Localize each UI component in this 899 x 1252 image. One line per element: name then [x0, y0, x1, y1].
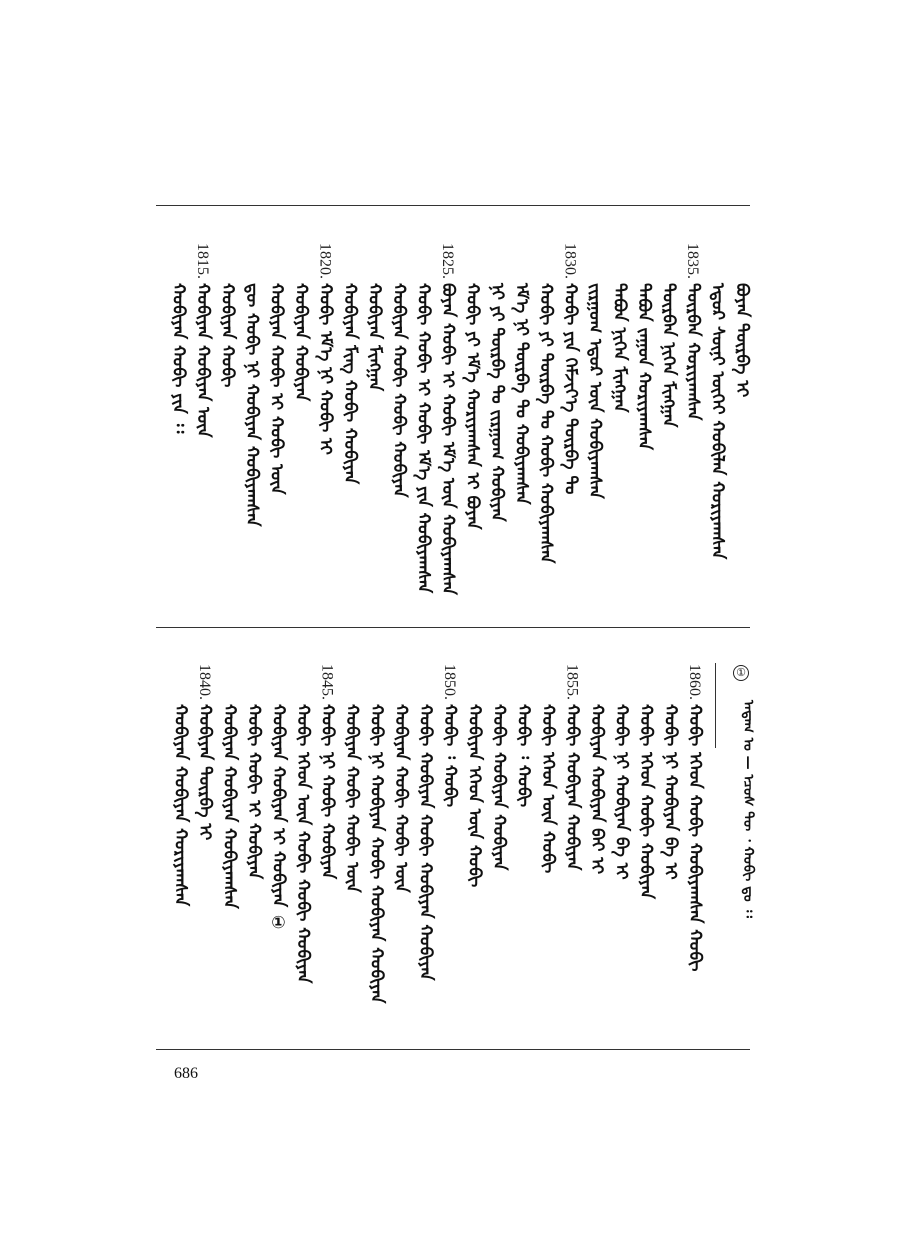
line-number: 1820.	[316, 243, 334, 279]
top-rule	[156, 205, 750, 206]
verse-line: ᠬᠤᠪᠢᠶᠠᠨ ᠮᠢᠩᠭᠠᠨ	[364, 283, 385, 392]
verse-line: ᠬᠤᠪᠢ ᠄ ᠬᠤᠪᠢ	[440, 704, 460, 808]
verse-line: ᠬᠤᠪᠢᠶᠠᠨ ᠬᠤᠪᠢ ᠶᠢᠨ ᠄᠄	[168, 283, 189, 434]
line-number: 1835.	[684, 243, 701, 279]
verse-line: ᠬᠤᠪᠢᠶᠠᠨ ᠬᠤᠪᠢ	[217, 283, 238, 388]
verse-line: ᠬᠤᠪᠢ ᠨᠢ ᠬᠤᠪᠢ ᠬᠤᠪᠢᠶᠠᠨ	[317, 704, 338, 880]
line-number: 1860.	[686, 664, 703, 700]
footnote-text: ᠠᠳᠠᠭ ᠤ — ᠡᠴᠦᠰ ᠲᠦ ᠂ ᠬᠤᠪᠢ ᠳᠤ ᠄᠄	[740, 700, 756, 918]
verse-line: ᠬᠤᠪᠢ ᠄ ᠬᠤᠪᠢ	[513, 704, 534, 808]
line-number: 1830.	[561, 243, 579, 279]
verse-line: ᠬᠤᠪᠢ ᠨᠢ ᠬᠤᠪᠢᠶᠠᠨ ᠪᠠ ᠢ	[660, 704, 681, 880]
verse-line: ᠬᠤᠪᠢ ᠶᠢ ᠳᠦᠷᠪᠡ ᠲᠤ ᠬᠤᠪᠢ ᠬᠤᠪᠢᠶᠠᠭᠰᠠᠨ	[536, 283, 556, 564]
verse-line: ᠬᠤᠪᠢᠶᠠᠨ ᠬᠤᠪᠢᠶᠠᠨ ᠢ ᠬᠤᠪᠢᠶᠠᠨ ①	[268, 704, 289, 934]
verse-line: ᠪᠤᠶᠠᠨ ᠳᠦᠷᠪᠡ ᠢ	[732, 283, 752, 398]
bottom-rule	[156, 1049, 750, 1050]
footnote-rule	[715, 663, 716, 748]
verse-line: ᠬᠤᠪᠢ ᠨᠢ ᠬᠤᠪᠢᠶᠠᠨ ᠬᠤᠪᠢ ᠬᠤᠪᠢᠶᠠᠨ ᠬᠤᠪᠢᠶᠠᠨ	[366, 704, 387, 1004]
verse-line: ᠬᠤᠪᠢ ᠶᠢᠨ ᠬᠡᠮᠵᠢᠶ᠎ᠡ ᠳᠦᠷᠪᠡ ᠲᠤ	[560, 283, 581, 495]
line-number: 1850.	[441, 664, 458, 700]
middle-rule	[156, 627, 750, 628]
verse-line: ᠬᠤᠪᠢᠶᠠᠨ ᠬᠤᠪᠢᠶᠠᠨ ᠦᠨ	[193, 283, 213, 438]
verse-line: ᠬᠤᠪᠢ ᠡᠭᠡᠳ ᠦᠨ ᠬᠤᠪᠢ	[538, 704, 558, 874]
verse-line: ᠳᠦᠷᠪᠡᠨ ᠬᠤᠷᠢᠶᠠᠭᠰᠠᠨ	[683, 283, 703, 421]
verse-line: ᠳᠦ ᠬᠤᠪᠢ ᠨᠢ ᠬᠤᠪᠢᠶᠠᠨ ᠬᠤᠪᠢᠶᠠᠭᠰᠠᠨ	[242, 283, 262, 527]
verse-line: ᠲᠠᠪᠤᠨ ᠵᠠᠭᠤᠨ ᠬᠤᠷᠢᠶᠠᠭᠰᠠᠨ	[634, 283, 654, 451]
verse-line: ᠬᠤᠪᠢ ᠬᠤᠪᠢ ᠢ ᠬᠤᠪᠢ ᠡᠮ᠎ᠡ ᠶᠢᠨ ᠬᠤᠪᠢᠶᠠᠭᠰᠠᠨ	[413, 283, 434, 594]
verse-line: ᠨᠢ ᠶᠢ ᠳᠦᠷᠪᠡ ᠲᠤ ᠵᠢᠷᠭᠤᠭ ᠬᠤᠪᠢᠶᠠᠨ	[487, 283, 507, 522]
line-number: 1840.	[196, 664, 213, 700]
verse-line: ᠬᠤᠪᠢ ᠡᠭᠡᠳ ᠦᠨ ᠬᠤᠪᠢ ᠬᠤᠪᠢ ᠬᠤᠪᠢᠶᠠᠨ	[293, 704, 313, 984]
verse-line: ᠪᠤᠶᠠᠨ ᠬᠤᠪᠢ ᠢ ᠬᠤᠪᠢ ᠡᠮ᠎ᠡ ᠦᠨ ᠬᠤᠪᠢᠶᠠᠭᠰᠠᠨ	[438, 283, 458, 595]
verse-line: ᠬᠤᠪᠢᠶᠠᠨ ᠡᠭᠡᠳ ᠦᠨ ᠬᠤᠪᠢ	[464, 704, 485, 888]
verse-line: ᠲᠠᠪᠤᠨ ᠨᠢᠭᠡᠨ ᠮᠢᠩᠭᠠᠨ	[609, 283, 630, 413]
verse-line: ᠬᠤᠪᠢ ᠬᠤᠪᠢᠶᠠᠨ ᠬᠤᠪᠢᠶᠠᠨ	[489, 704, 509, 871]
line-number: 1855.	[563, 664, 581, 700]
line-number: 1825.	[439, 243, 456, 279]
verse-line: ᠬᠤᠪᠢ ᠡᠭᠡᠳ ᠬᠤᠪᠢ ᠬᠤᠪᠢᠶᠠᠭᠰᠠᠨ ᠬᠤᠪᠢ	[685, 704, 705, 972]
verse-line: ᠡᠮ᠎ᠡ ᠨᠢ ᠳᠦᠷᠪᠡ ᠲᠤ ᠬᠤᠪᠢᠶᠠᠭᠰᠠᠨ	[511, 283, 532, 505]
verse-line: ᠬᠤᠪᠢᠶᠠᠨ ᠬᠤᠪᠢ ᠬᠤᠪᠢ ᠦᠨ	[342, 704, 362, 893]
verse-line: ᠬᠤᠪᠢᠶᠠᠨ ᠬᠤᠪᠢᠶᠠᠨ	[291, 283, 311, 402]
verse-line: ᠬᠤᠪᠢ ᠡᠭᠡᠳ ᠬᠤᠪᠢ ᠬᠤᠪᠢᠶᠠᠨ	[636, 704, 656, 899]
verse-line: ᠬᠤᠪᠢᠶᠠᠨ ᠬᠤᠪᠢ ᠢ ᠬᠤᠪᠢ ᠦᠨ	[266, 283, 287, 495]
verse-line: ᠬᠤᠪᠢᠶᠠᠨ ᠬᠤᠪᠢᠶᠠᠨ ᠬᠤᠪᠢᠶᠠᠭᠰᠠᠨ	[219, 704, 240, 909]
verse-line: ᠬᠤᠪᠢᠶᠠᠨ ᠬᠤᠪᠢ ᠬᠤᠪᠢ ᠬᠤᠪᠢᠶᠠᠨ	[389, 283, 409, 498]
verse-line: ᠵᠢᠷᠭᠤᠭ ᠡᠳᠦᠷ ᠦᠨ ᠬᠤᠪᠢᠶᠠᠭᠰᠠᠨ	[585, 283, 605, 499]
verse-line: ᠬᠤᠪᠢ ᠨᠢ ᠬᠤᠪᠢᠶᠠᠨ ᠪᠠ ᠢ	[611, 704, 632, 880]
verse-line: ᠬᠤᠪᠢᠶᠠᠨ ᠬᠤᠪᠢᠶᠠᠨ ᠬᠤᠷᠢᠶᠠᠭᠰᠠᠨ	[170, 704, 191, 907]
verse-line: ᠬᠤᠪᠢ ᠬᠤᠪᠢ ᠢ ᠬᠤᠪᠢᠶᠠᠨ	[244, 704, 264, 880]
verse-line: ᠬᠤᠪᠢ ᠡᠮ᠎ᠡ ᠨᠢ ᠬᠤᠪᠢ ᠢ	[315, 283, 336, 455]
page-number: 686	[174, 1065, 198, 1082]
verse-line: ᠬᠤᠪᠢᠶᠠᠨ ᠮᠢᠩ ᠬᠤᠪᠢ ᠬᠤᠪᠢᠶᠠᠨ	[340, 283, 360, 485]
verse-line: ᠬᠤᠪᠢᠶᠠᠨ ᠬᠤᠪᠢᠶᠠᠨ ᠪᠠᠢ ᠢ	[587, 704, 607, 875]
verse-line: ᠬᠤᠪᠢ ᠶᠢ ᠡᠮ᠎ᠡ ᠬᠤᠷᠢᠶᠠᠭᠰᠠᠨ ᠢ ᠪᠤᠶᠠᠨ	[462, 283, 483, 530]
verse-line: ᠬᠤᠪᠢᠶᠠᠨ ᠳᠦᠷᠪᠡ ᠢ	[195, 704, 215, 841]
verse-line: ᠡᠳᠦᠷ ᠰᠦᠨᠢ ᠦᠭᠡᠢ ᠬᠤᠪᠢᠯᠠᠨ ᠬᠤᠷᠢᠶᠠᠭᠰᠠᠨ	[707, 283, 728, 560]
verse-line: ᠬᠤᠪᠢ ᠬᠤᠪᠢᠶᠠᠨ ᠬᠤᠪᠢ ᠬᠤᠪᠢᠶᠠᠨ ᠬᠤᠪᠢᠶᠠᠨ	[415, 704, 436, 981]
verse-line: ᠬᠤᠪᠢᠶᠠᠨ ᠬᠤᠪᠢ ᠬᠤᠪᠢ ᠦᠨ	[391, 704, 411, 893]
line-number: 1815.	[194, 243, 211, 279]
footnote-marker: ①	[733, 665, 749, 681]
verse-line: ᠳᠦᠷᠪᠡᠨ ᠨᠢᠭᠡᠨ ᠮᠢᠩᠭᠠᠨ	[658, 283, 679, 428]
verse-line: ᠬᠤᠪᠢ ᠬᠤᠪᠢᠶᠠᠨ ᠬᠤᠪᠢᠶᠠᠨ	[562, 704, 583, 871]
line-number: 1845.	[318, 664, 336, 700]
